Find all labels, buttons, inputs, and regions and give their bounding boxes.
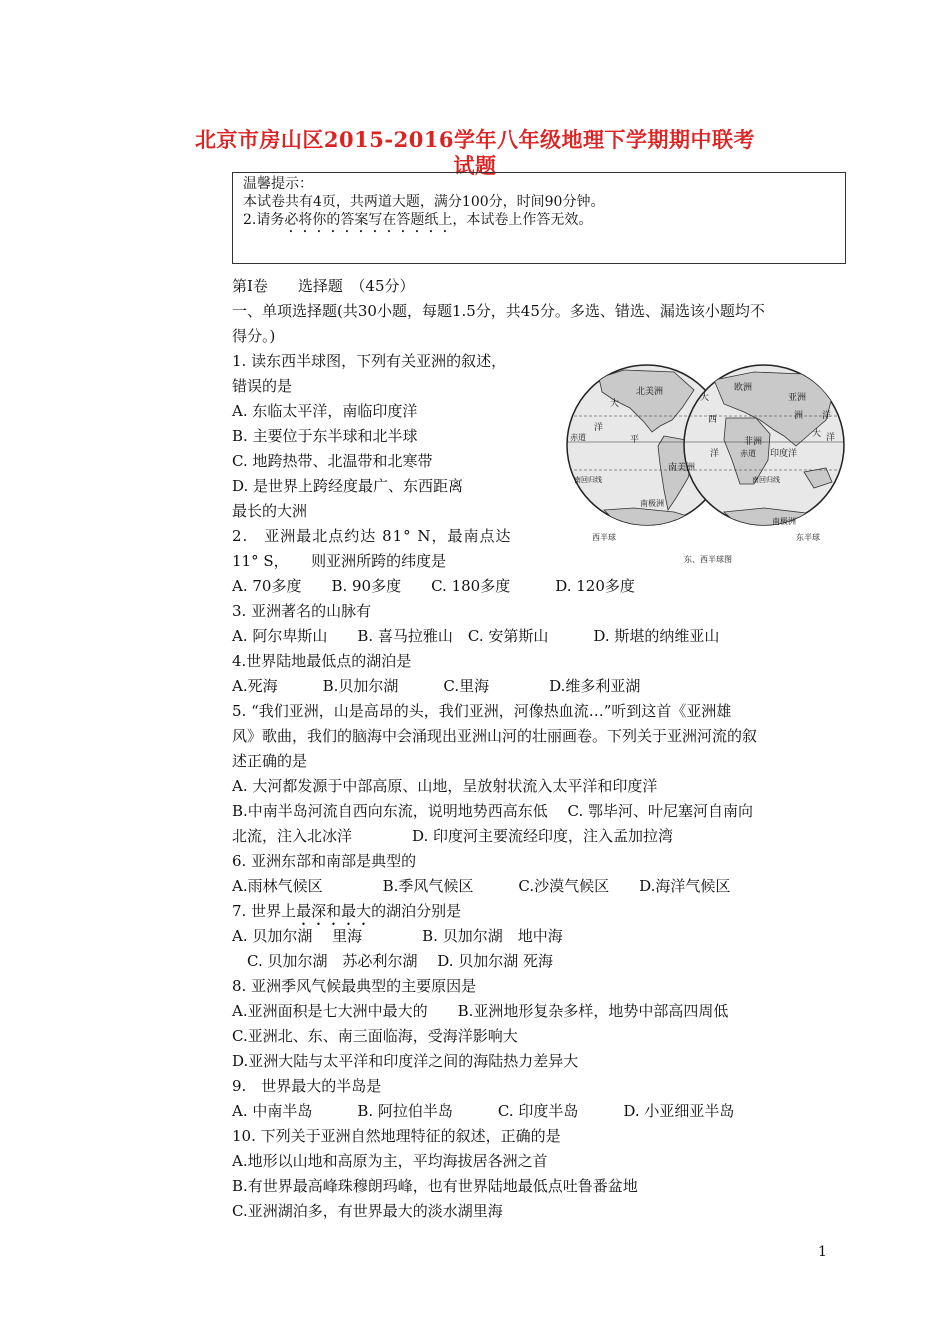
q2-options: A. 70多度 B. 90多度 C. 180多度 D. 120多度	[232, 577, 635, 595]
q8-stem: 8. 亚洲季风气候最典型的主要原因是	[232, 977, 477, 995]
q1-option-d-2: 最长的大洲	[232, 502, 308, 520]
q2-stem-2: 11° S， 则亚洲所跨的纬度是	[232, 552, 447, 570]
tips-box	[232, 172, 846, 264]
q10-option-a: A.地形以山地和高原为主，平均海拔居各洲之首	[232, 1152, 548, 1170]
q8-options-ab: A.亚洲面积是七大洲中最大的 B.亚洲地形复杂多样，地势中部高四周低	[232, 1002, 729, 1020]
label-equator-east: 赤道	[740, 449, 756, 458]
q1-option-d-1: D. 是世界上跨经度最广、东西距离	[232, 477, 464, 495]
label-tropic-capricorn-east: 南回归线	[752, 476, 780, 484]
q1-option-c: C. 地跨热带、北温带和北寒带	[232, 452, 433, 470]
q1-option-b: B. 主要位于东半球和北半球	[232, 427, 418, 445]
q7-options-cd: C. 贝加尔湖 苏必利尔湖 D. 贝加尔湖 死海	[232, 952, 554, 970]
tips-line-2-emphasis: 必将你的答案写在答题纸上	[284, 212, 453, 228]
hemispheres-map-figure	[564, 360, 848, 572]
tips-line-2-a: 2.请务	[243, 212, 285, 228]
tips-line-1: 本试卷共有4页，共两道大题，满分100分，时间90分钟。	[243, 194, 605, 210]
q5-option-a: A. 大河都发源于中部高原、山地，呈放射状流入太平洋和印度洋	[232, 777, 658, 795]
instructions-line-1: 一、单项选择题(共30小题，每题1.5分，共45分。多选、错选、漏选该小题均不	[232, 302, 765, 320]
tips-heading: 温馨提示：	[243, 176, 313, 192]
q4-options: A.死海 B.贝加尔湖 C.里海 D.维多利亚湖	[232, 677, 641, 695]
label-yang-4: 洋	[826, 433, 836, 443]
q10-option-c: C.亚洲湖泊多，有世界最大的淡水湖里海	[232, 1202, 503, 1220]
q6-options: A.雨林气候区 B.季风气候区 C.沙漠气候区 D.海洋气候区	[232, 877, 731, 895]
q10-option-b: B.有世界最高峰珠穆朗玛峰，也有世界陆地最低点吐鲁番盆地	[232, 1177, 638, 1195]
label-ping: 平	[630, 435, 640, 445]
q1-stem-1: 1. 读东西半球图，下列有关亚洲的叙述，	[232, 352, 507, 370]
instructions-line-2: 得分。)	[232, 327, 276, 345]
q4-stem: 4.世界陆地最低点的湖泊是	[232, 652, 412, 670]
q5-stem-1: 5. “我们亚洲，山是高昂的头，我们亚洲，河像热血流…”听到这首《亚洲雄	[232, 702, 732, 720]
q7-stem-emphasis: 最深和最大	[296, 902, 372, 920]
q7-stem-a: 7. 世界上	[232, 902, 297, 920]
q6-stem: 6. 亚洲东部和南部是典型的	[232, 852, 417, 870]
section-heading: 第Ⅰ卷 选择题 （45分）	[232, 277, 415, 295]
page-number: 1	[818, 1244, 827, 1260]
q9-stem: 9. 世界最大的半岛是	[232, 1077, 382, 1095]
q8-option-d: D.亚洲大陆与太平洋和印度洋之间的海陆热力差异大	[232, 1052, 579, 1070]
q5-stem-2: 风》歌曲，我们的脑海中会涌现出亚洲山河的壮丽画卷。下列关于亚洲河流的叙	[232, 727, 758, 745]
label-asia: 亚洲	[788, 393, 807, 403]
q3-stem: 3. 亚洲著名的山脉有	[232, 602, 372, 620]
label-western-hemisphere: 西半球	[592, 533, 616, 542]
label-yang-2: 洋	[710, 449, 720, 459]
tips-line-2	[243, 211, 835, 236]
page-title-continued: 试题	[453, 153, 497, 178]
label-da: 大	[610, 399, 620, 409]
label-yang-3: 洋	[822, 411, 832, 421]
q7-stem-c: 的湖泊分别是	[371, 902, 462, 920]
page-title: 北京市房山区2015-2016学年八年级地理下学期期中联考	[194, 127, 756, 152]
label-eastern-hemisphere: 东半球	[796, 533, 820, 542]
q8-option-c: C.亚洲北、东、南三面临海，受海洋影响大	[232, 1027, 518, 1045]
label-zhou: 洲	[794, 411, 804, 421]
figure-caption: 东、西半球图	[684, 555, 732, 564]
q5-option-cd: 北流，注入北冰洋 D. 印度河主要流经印度，注入孟加拉湾	[232, 827, 674, 845]
label-da-3: 大	[812, 429, 822, 439]
label-antarctica-west: 南极洲	[640, 499, 664, 508]
label-yang: 洋	[594, 423, 604, 433]
label-equator-west: 赤道	[570, 433, 586, 442]
q5-stem-3: 述正确的是	[232, 752, 308, 770]
label-europe: 欧洲	[734, 383, 753, 393]
label-da-2: 大	[700, 393, 710, 403]
label-antarctica-east: 南极洲	[772, 517, 796, 526]
label-africa: 非洲	[744, 437, 763, 447]
q2-stem-1: 2. 亚洲最北点约达 81° N，最南点达	[232, 527, 512, 545]
tips-line-2-c: ，本试卷上作答无效。	[452, 212, 593, 228]
q1-option-a: A. 东临太平洋，南临印度洋	[232, 402, 418, 420]
q1-stem-2: 错误的是	[232, 377, 293, 395]
label-indian-ocean: 印度洋	[770, 449, 798, 459]
q7-stem	[232, 901, 461, 929]
q7-options-ab: A. 贝加尔湖 里海 B. 贝加尔湖 地中海	[232, 927, 563, 945]
q9-options: A. 中南半岛 B. 阿拉伯半岛 C. 印度半岛 D. 小亚细亚半岛	[232, 1102, 735, 1120]
q3-options: A. 阿尔卑斯山 B. 喜马拉雅山 C. 安第斯山 D. 斯堪的纳维亚山	[232, 627, 720, 645]
label-north-america: 北美洲	[636, 387, 664, 397]
label-xi: 西	[708, 415, 718, 425]
q10-stem: 10. 下列关于亚洲自然地理特征的叙述，正确的是	[232, 1127, 561, 1145]
label-tropic-capricorn-west: 南回归线	[574, 476, 602, 484]
q5-option-bc: B.中南半岛河流自西向东流，说明地势西高东低 C. 鄂毕河、叶尼塞河自南向	[232, 802, 754, 820]
label-south-america: 南美洲	[668, 463, 696, 473]
